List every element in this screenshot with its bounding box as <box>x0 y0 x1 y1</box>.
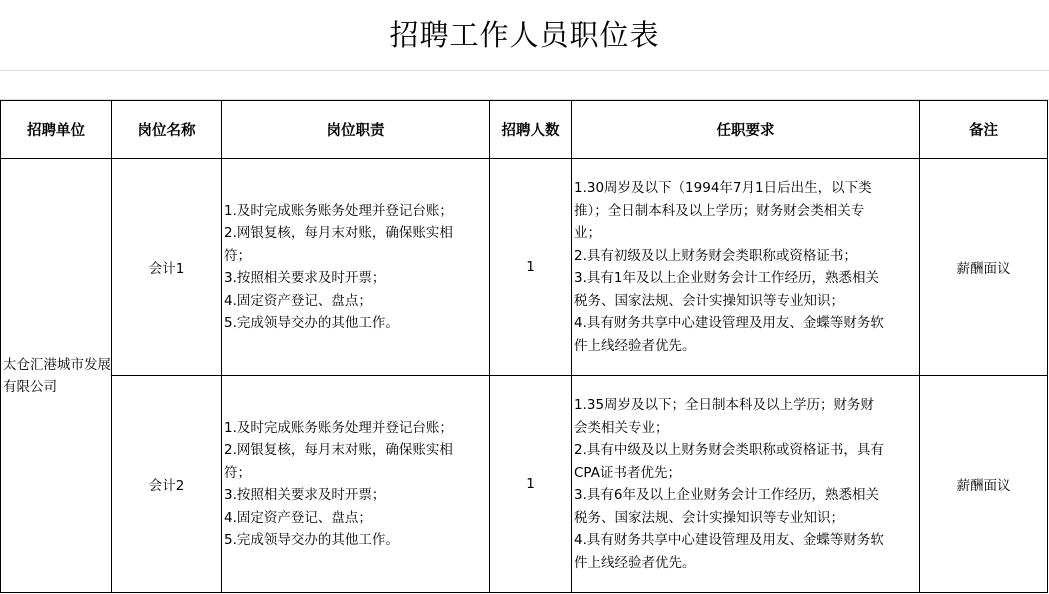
remarks-cell: 薪酬面议 <box>920 159 1048 376</box>
duty-line: 5.完成领导交办的其他工作。 <box>224 315 399 331</box>
page-title: 招聘工作人员职位表 <box>389 18 660 52</box>
duty-line: 符； <box>224 247 251 264</box>
remarks-cell: 薪酬面议 <box>920 376 1048 593</box>
requirement-line: 件上线经验者优先。 <box>574 554 696 571</box>
duty-line: 4.固定资产登记、盘点； <box>224 509 372 526</box>
duty-line: 3.按照相关要求及时开票； <box>224 270 386 286</box>
requirement-line: 1.35周岁及以下；全日制本科及以上学历；财务财 <box>574 397 875 413</box>
header-duties: 岗位职责 <box>222 101 490 159</box>
duty-line: 3.按照相关要求及时开票； <box>224 487 386 503</box>
requirement-line: 1.30周岁及以下（1994年7月1日后出生，以下类 <box>574 180 872 196</box>
requirement-line: 税务、国家法规、会计实操知识等专业知识； <box>574 509 844 526</box>
requirement-line: 税务、国家法规、会计实操知识等专业知识； <box>574 292 844 309</box>
duties-cell <box>222 376 490 593</box>
duty-line: 2.网银复核，每月末对账，确保账实相 <box>224 225 453 241</box>
unit-cell <box>1 159 112 593</box>
positions-table <box>0 100 1048 593</box>
requirement-line: 业； <box>574 225 601 241</box>
requirement-line: 4.具有财务共享中心建设管理及用友、金蝶等财务软 <box>574 532 884 548</box>
requirement-line: 3.具有1年及以上企业财务会计工作经历，熟悉相关 <box>574 270 879 286</box>
duty-line: 2.网银复核，每月末对账，确保账实相 <box>224 442 453 458</box>
header-remarks: 备注 <box>920 101 1048 159</box>
header-unit: 招聘单位 <box>1 101 112 159</box>
duty-line: 符； <box>224 464 251 481</box>
duty-line: 4.固定资产登记、盘点； <box>224 292 372 309</box>
requirement-line: 3.具有6年及以上企业财务会计工作经历，熟悉相关 <box>574 487 879 503</box>
requirements-cell <box>572 159 920 376</box>
count-cell: 1 <box>490 376 572 593</box>
duty-line: 1.及时完成账务账务处理并登记台账； <box>224 419 453 436</box>
position-cell: 会计1 <box>112 159 222 376</box>
table-row <box>1 159 1048 376</box>
requirement-line: 4.具有财务共享中心建设管理及用友、金蝶等财务软 <box>574 315 884 331</box>
requirement-line: CPA证书者优先； <box>574 464 681 481</box>
count-cell: 1 <box>490 159 572 376</box>
table-row <box>1 376 1048 593</box>
requirement-line: 2.具有初级及以上财务财会类职称或资格证书； <box>574 247 857 264</box>
unit-name: 太仓汇港城市发展有限公司 <box>3 356 111 395</box>
requirement-line: 2.具有中级及以上财务财会类职称或资格证书，具有 <box>574 442 884 458</box>
header-requirements: 任职要求 <box>572 101 920 159</box>
table-header-row <box>1 101 1048 159</box>
duties-cell <box>222 159 490 376</box>
duty-line: 1.及时完成账务账务处理并登记台账； <box>224 202 453 219</box>
requirement-line: 推）；全日制本科及以上学历；财务财会类相关专 <box>574 202 865 219</box>
gridline <box>0 70 1049 71</box>
header-count: 招聘人数 <box>490 101 572 159</box>
duty-line: 5.完成领导交办的其他工作。 <box>224 532 399 548</box>
requirements-cell <box>572 376 920 593</box>
header-position: 岗位名称 <box>112 101 222 159</box>
requirement-line: 件上线经验者优先。 <box>574 337 696 354</box>
position-cell: 会计2 <box>112 376 222 593</box>
requirement-line: 会类相关专业； <box>574 419 669 436</box>
